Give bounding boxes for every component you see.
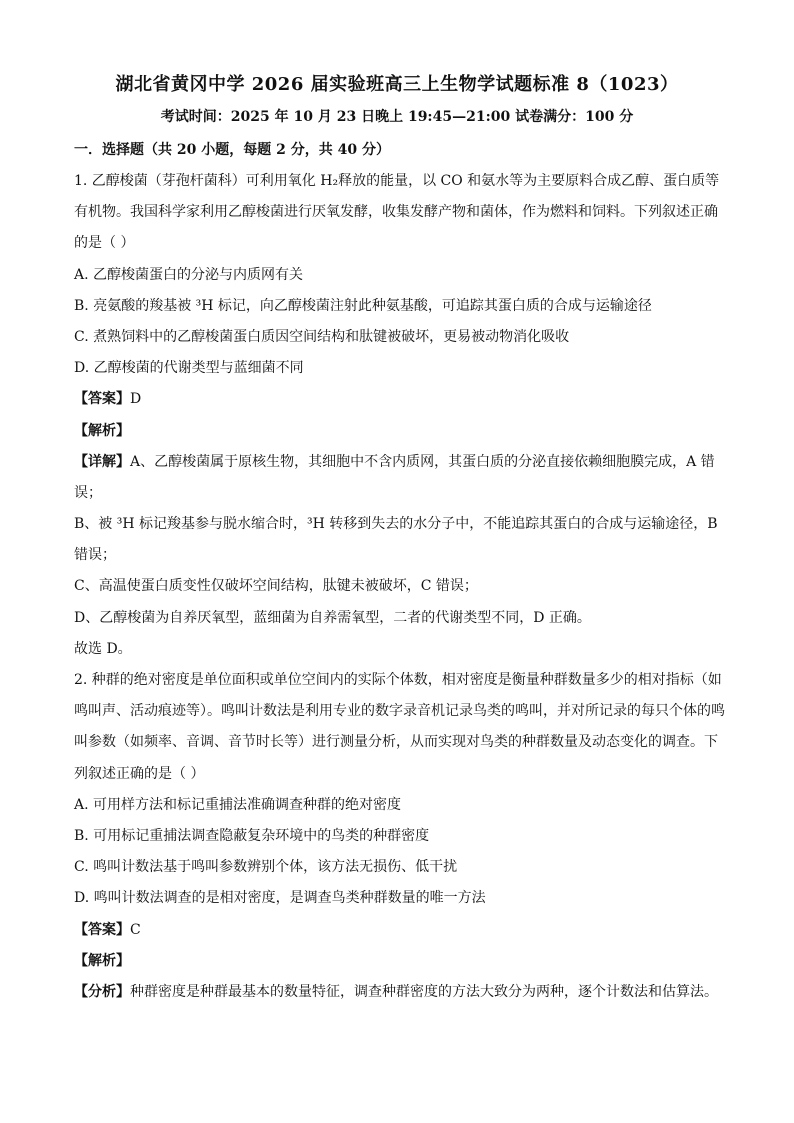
q2-stem-line: 叫参数（如频率、音调、音节时长等）进行测量分析，从而实现对鸟类的种群数量及动态变化的调查。下	[74, 734, 718, 751]
exam-subtitle: 考试时间：2025 年 10 月 23 日晚上 19:45—21:00 试卷满分：100 分	[160, 109, 634, 125]
q2-analysis	[74, 946, 724, 977]
q1-option-a: A. 乙醇梭菌蛋白的分泌与内质网有关	[74, 266, 304, 283]
exam-content	[74, 138, 724, 1008]
q2-fenxi-line	[74, 977, 724, 1008]
q1-conclusion: 故选 D。	[74, 640, 132, 657]
q2-option-b: B. 可用标记重捕法调查隐蔽复杂环境中的鸟类的种群密度	[74, 827, 430, 844]
answer-tag: 【答案】	[74, 391, 130, 408]
q1-option-b: B. 亮氨酸的羧基被 ³H 标记，向乙醇梭菌注射此种氨基酸，可追踪其蛋白质的合成与运输途径	[74, 297, 652, 314]
detail-tag: 【详解】	[74, 453, 130, 470]
q2-option-d: D. 鸣叫计数法调查的是相对密度，是调查鸟类种群数量的唯一方法	[74, 890, 486, 907]
q2-stem-line: 列叙述正确的是（ ）	[74, 765, 205, 782]
q2-option-a: A. 可用样方法和标记重捕法准确调查种群的绝对密度	[74, 796, 402, 813]
q1-stem-line: 有机物。我国科学家利用乙醇梭菌进行厌氧发酵，收集发酵产物和菌体，作为燃料和饲料。下列叙述正确	[74, 204, 718, 221]
q1-stem-line: 的是（ ）	[74, 235, 135, 252]
q1-option-c: C. 煮熟饲料中的乙醇梭菌蛋白质因空间结构和肽键被破坏，更易被动物消化吸收	[74, 328, 570, 345]
q1-detail-line	[74, 447, 724, 478]
analysis-tag: 【解析】	[74, 952, 130, 969]
q2-answer	[74, 915, 724, 946]
q1-detail-line: C、高温使蛋白质变性仅破坏空间结构，肽键未被破坏，C 错误；	[74, 578, 478, 595]
answer-tag: 【答案】	[74, 921, 130, 938]
q1-option-d: D. 乙醇梭菌的代谢类型与蓝细菌不同	[74, 360, 304, 377]
detail-text: A、乙醇梭菌属于原核生物，其细胞中不含内质网，其蛋白质的分泌直接依赖细胞膜完成，A 错	[130, 453, 715, 470]
q2-stem-line: 2. 种群的绝对密度是单位面积或单位空间内的实际个体数，相对密度是衡量种群数量多少的相对指标（如	[74, 672, 722, 688]
q1-detail-line: 误；	[74, 484, 102, 501]
q1-detail-line: D、乙醇梭菌为自养厌氧型，蓝细菌为自养需氧型，二者的代谢类型不同，D 正确。	[74, 609, 591, 626]
q1-analysis	[74, 416, 724, 447]
section-heading: 一．选择题（共 20 小题，每题 2 分，共 40 分）	[74, 142, 390, 158]
fenxi-text: 种群密度是种群最基本的数量特征，调查种群密度的方法大致分为两种，逐个计数法和估算法。	[130, 983, 718, 1000]
q1-detail-line: B、被 ³H 标记羧基参与脱水缩合时，³H 转移到失去的水分子中，不能追踪其蛋白的合成与运输途径，B	[74, 516, 718, 533]
analysis-tag: 【解析】	[74, 422, 130, 439]
q2-stem-line: 鸣叫声、活动痕迹等）。鸣叫计数法是利用专业的数字录音机记录鸟类的鸣叫，并对所记录的每只个体的鸣	[74, 703, 725, 720]
exam-title: 湖北省黄冈中学 2026 届实验班高三上生物学试题标准 8（1023）	[115, 74, 679, 95]
q1-detail-line: 错误；	[74, 547, 116, 564]
answer-value: C	[130, 921, 141, 938]
answer-value: D	[130, 391, 142, 408]
fenxi-tag: 【分析】	[74, 983, 130, 1000]
q1-stem-line: 1. 乙醇梭菌（芽孢杆菌科）可利用氧化 H₂释放的能量，以 CO 和氨水等为主要原料合成乙醇、蛋白质等	[74, 173, 720, 189]
q2-option-c: C. 鸣叫计数法基于鸣叫参数辨别个体，该方法无损伤、低干扰	[74, 859, 458, 876]
q1-answer	[74, 384, 724, 415]
